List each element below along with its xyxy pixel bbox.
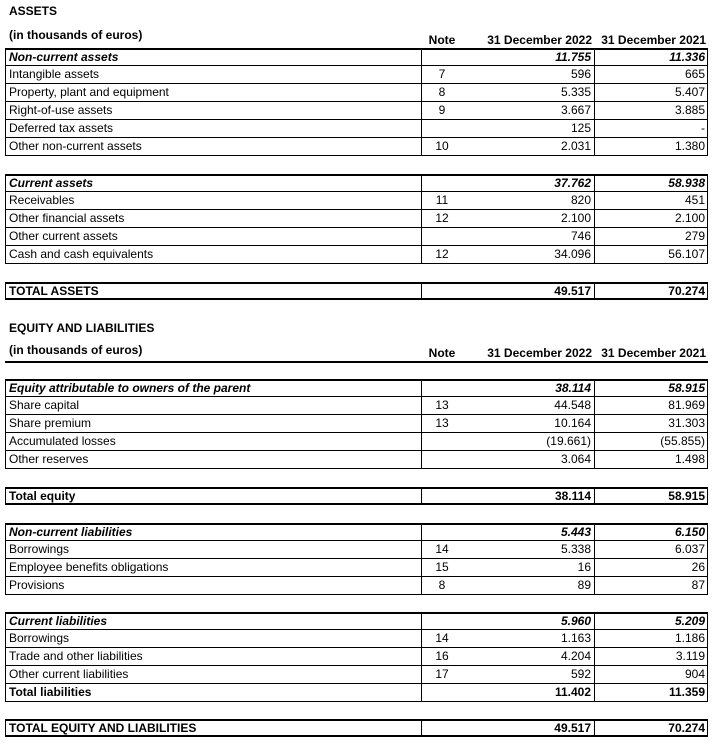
total-label: Total liabilities	[6, 684, 422, 701]
value-2021: 279	[684, 229, 705, 243]
note-ref: 14	[435, 631, 449, 645]
note-ref: 13	[435, 416, 449, 430]
note-ref	[422, 284, 462, 298]
value-2022: 592	[462, 666, 595, 683]
assets-column-header	[5, 27, 708, 48]
section-label: Current assets	[6, 176, 422, 191]
equity-liabilities-column-header	[5, 340, 708, 363]
col-header-2022: 31 December 2022	[487, 33, 592, 47]
note-ref: 11	[435, 193, 449, 207]
line-item-row	[5, 228, 708, 246]
col-header-note: Note	[428, 33, 456, 47]
value-2021: 31.303	[668, 416, 705, 430]
value-2022: 11.755	[462, 50, 595, 65]
line-item-row	[5, 666, 708, 684]
value-2021: 56.107	[668, 247, 705, 261]
value-2022: 1.163	[462, 630, 595, 647]
note-ref: 7	[438, 67, 446, 81]
note-ref	[422, 228, 462, 245]
section-label: Non-current liabilities	[6, 525, 422, 540]
spacer	[5, 595, 708, 612]
line-item-label: Intangible assets	[6, 66, 422, 83]
spacer	[5, 264, 708, 282]
note-ref	[422, 489, 462, 503]
note-ref: 12	[435, 247, 449, 261]
line-item-label: Share premium	[6, 415, 422, 432]
note-ref: 8	[438, 85, 446, 99]
value-2022: 4.204	[462, 648, 595, 665]
line-item-row	[5, 648, 708, 666]
unit-label: (in thousands of euros)	[9, 343, 143, 357]
line-item-label: Right-of-use assets	[6, 102, 422, 119]
line-item-label: Other financial assets	[6, 210, 422, 227]
value-2022: 38.114	[462, 489, 595, 503]
note-ref	[422, 50, 462, 65]
line-item-row	[5, 451, 708, 469]
value-2022: 3.667	[462, 102, 595, 119]
note-ref	[422, 433, 462, 450]
value-2022: 5.443	[462, 525, 595, 540]
note-ref: 13	[435, 398, 449, 412]
section-label: Current liabilities	[6, 614, 422, 629]
balance-sheet	[5, 0, 708, 737]
line-item-label: Trade and other liabilities	[6, 648, 422, 665]
total-label: Total equity	[6, 489, 422, 503]
note-ref: 14	[435, 542, 449, 556]
value-2021: 81.969	[668, 398, 705, 412]
value-2022: 125	[462, 120, 595, 137]
value-2022: 5.960	[462, 614, 595, 629]
value-2021: 665	[684, 67, 705, 81]
non-current-liabilities-row	[5, 523, 708, 541]
value-2022: (19.661)	[462, 433, 595, 450]
value-2022: 820	[462, 192, 595, 209]
col-header-2021: 31 December 2021	[601, 346, 706, 360]
line-item-label: Receivables	[6, 192, 422, 209]
line-item-label: Borrowings	[6, 541, 422, 558]
value-2022: 38.114	[462, 381, 595, 396]
value-2021: 87	[691, 578, 705, 592]
spacer	[5, 469, 708, 487]
value-2022: 16	[462, 559, 595, 576]
value-2021: 3.885	[674, 103, 705, 117]
note-ref: 10	[435, 139, 449, 153]
current-assets-row	[5, 174, 708, 192]
value-2021: 58.938	[668, 176, 705, 190]
value-2022: 44.548	[462, 397, 595, 414]
section-label: Non-current assets	[6, 50, 422, 65]
section-label: Equity attributable to owners of the parent	[6, 381, 422, 396]
line-item-label: Provisions	[6, 577, 422, 594]
line-item-row	[5, 102, 708, 120]
value-2022: 49.517	[462, 284, 595, 298]
line-item-label: Other current liabilities	[6, 666, 422, 683]
total-assets-row	[5, 282, 708, 300]
value-2022: 596	[462, 66, 595, 83]
value-2021: 58.915	[668, 489, 705, 503]
note-ref: 15	[435, 560, 449, 574]
note-ref: 9	[438, 103, 446, 117]
line-item-row	[5, 138, 708, 156]
value-2021: 451	[684, 193, 705, 207]
line-item-row	[5, 397, 708, 415]
total-label: TOTAL EQUITY AND LIABILITIES	[6, 721, 422, 735]
line-item-label: Property, plant and equipment	[6, 84, 422, 101]
value-2022: 11.402	[462, 684, 595, 701]
equity-parent-row	[5, 379, 708, 397]
line-item-row	[5, 415, 708, 433]
total-liabilities-row	[5, 684, 708, 702]
line-item-row	[5, 559, 708, 577]
line-item-row	[5, 541, 708, 559]
value-2022: 34.096	[462, 246, 595, 263]
value-2022: 746	[462, 228, 595, 245]
col-header-2022: 31 December 2022	[487, 346, 592, 360]
value-2021: 70.274	[668, 721, 705, 735]
value-2021: (55.855)	[660, 434, 705, 448]
value-2021: 11.359	[668, 685, 705, 699]
line-item-row	[5, 120, 708, 138]
value-2021: 5.407	[674, 85, 705, 99]
value-2022: 2.100	[462, 210, 595, 227]
note-ref: 17	[435, 667, 449, 681]
non-current-assets-row	[5, 48, 708, 66]
line-item-label: Other current assets	[6, 228, 422, 245]
value-2021: 11.336	[669, 50, 705, 64]
value-2021: 6.037	[674, 542, 705, 556]
note-ref	[422, 381, 462, 396]
line-item-label: Share capital	[6, 397, 422, 414]
value-2022: 89	[462, 577, 595, 594]
line-item-label: Other non-current assets	[6, 138, 422, 155]
line-item-label: Deferred tax assets	[6, 120, 422, 137]
value-2021: 3.119	[675, 649, 705, 663]
equity-liabilities-title: EQUITY AND LIABILITIES	[9, 321, 155, 335]
line-item-row	[5, 66, 708, 84]
note-ref	[422, 176, 462, 191]
line-item-label: Employee benefits obligations	[6, 559, 422, 576]
value-2022: 3.064	[462, 451, 595, 468]
note-ref	[422, 614, 462, 629]
col-header-note: Note	[428, 346, 456, 360]
value-2021: 26	[691, 560, 705, 574]
value-2021: 1.186	[674, 631, 705, 645]
spacer	[5, 363, 708, 379]
value-2022: 5.335	[462, 84, 595, 101]
value-2021: 5.209	[674, 614, 705, 628]
spacer	[5, 702, 708, 719]
value-2021: 58.915	[668, 381, 705, 395]
line-item-label: Borrowings	[6, 630, 422, 647]
line-item-row	[5, 577, 708, 595]
note-ref	[422, 525, 462, 540]
note-ref	[422, 451, 462, 468]
line-item-row	[5, 210, 708, 228]
note-ref	[422, 684, 462, 701]
total-equity-liabilities-row	[5, 719, 708, 737]
value-2022: 10.164	[462, 415, 595, 432]
value-2021: 904	[684, 667, 705, 681]
note-ref: 16	[435, 649, 449, 663]
spacer	[5, 505, 708, 523]
line-item-row	[5, 192, 708, 210]
value-2022: 49.517	[462, 721, 595, 735]
note-ref	[422, 721, 462, 735]
total-equity-row	[5, 487, 708, 505]
line-item-label: Accumulated losses	[6, 433, 422, 450]
value-2021: 6.150	[674, 525, 705, 539]
value-2021: 1.380	[674, 139, 705, 153]
col-header-2021: 31 December 2021	[601, 33, 706, 47]
current-liabilities-row	[5, 612, 708, 630]
unit-label: (in thousands of euros)	[9, 28, 143, 42]
line-item-label: Cash and cash equivalents	[6, 246, 422, 263]
value-2021: -	[701, 121, 705, 135]
line-item-row	[5, 84, 708, 102]
note-ref: 8	[438, 578, 446, 592]
value-2022: 2.031	[462, 138, 595, 155]
value-2021: 1.498	[674, 452, 705, 466]
assets-title: ASSETS	[9, 4, 58, 18]
line-item-label: Other reserves	[6, 451, 422, 468]
total-label: TOTAL ASSETS	[6, 284, 422, 298]
value-2022: 5.338	[462, 541, 595, 558]
note-ref	[422, 120, 462, 137]
spacer	[5, 156, 708, 174]
note-ref: 12	[435, 211, 449, 225]
value-2021: 70.274	[668, 284, 705, 298]
line-item-row	[5, 246, 708, 264]
line-item-row	[5, 630, 708, 648]
value-2022: 37.762	[462, 176, 595, 191]
value-2021: 2.100	[674, 211, 705, 225]
line-item-row	[5, 433, 708, 451]
